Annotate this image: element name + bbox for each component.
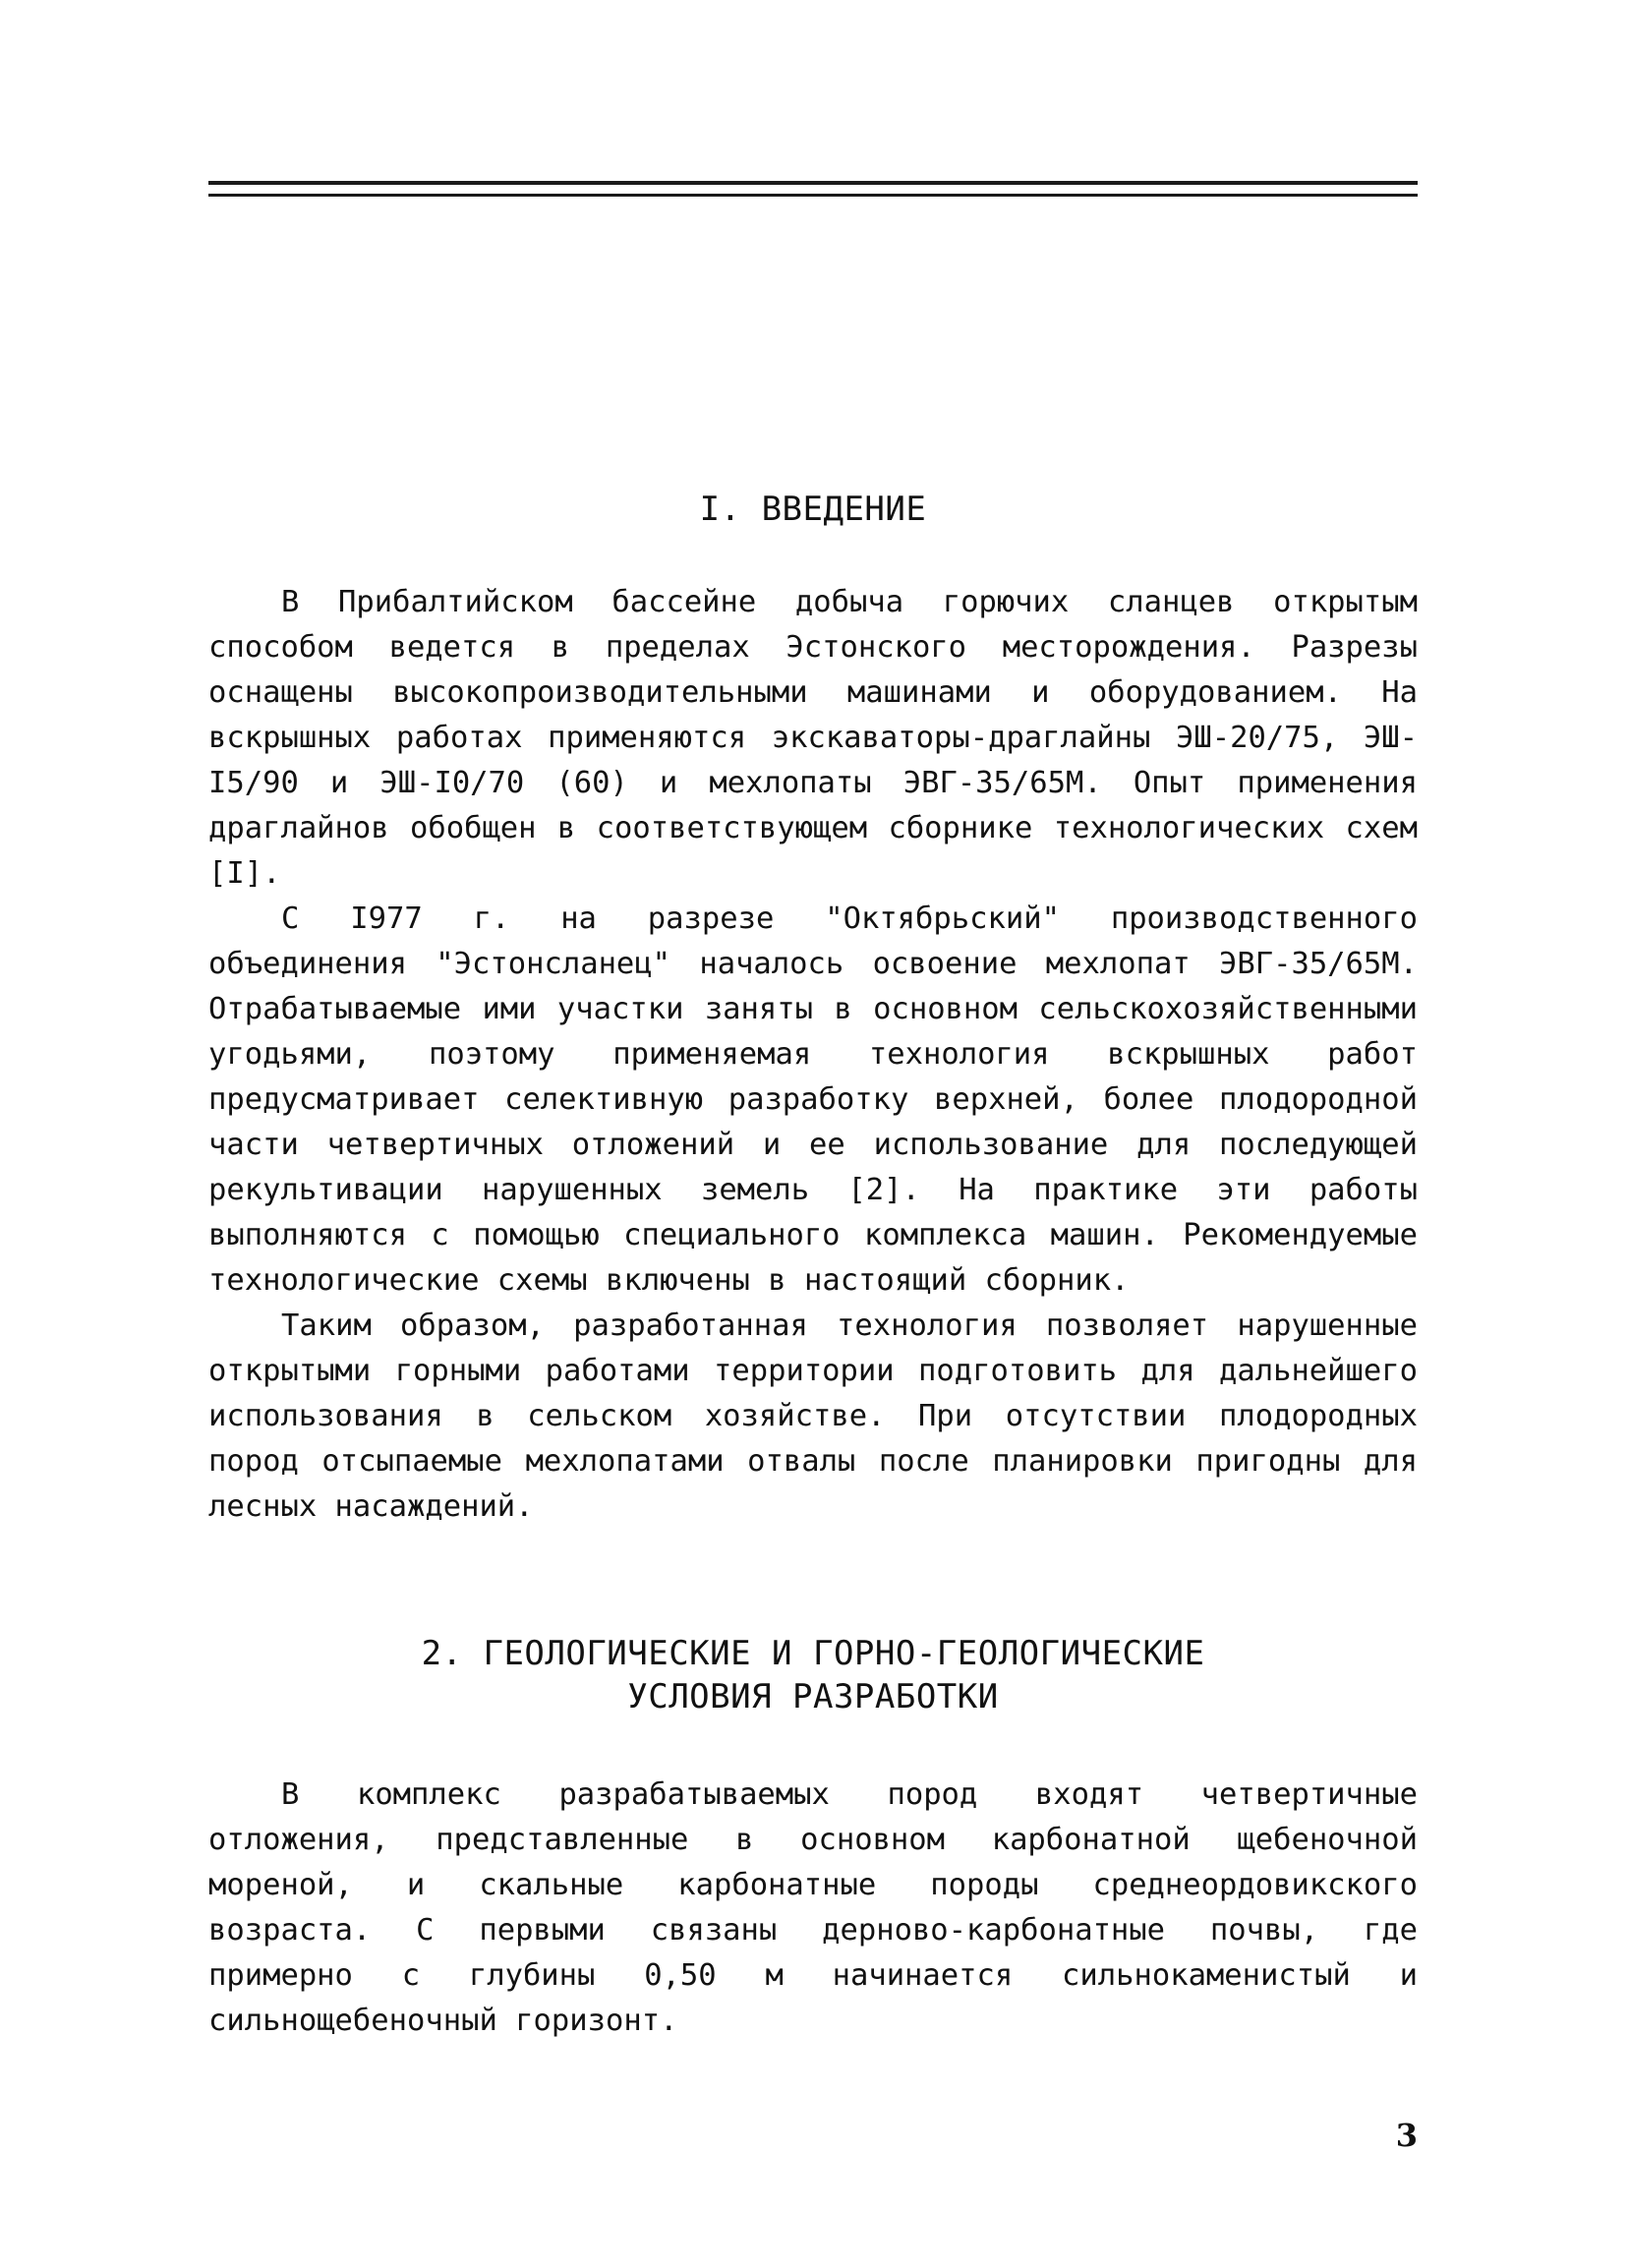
section-1-body <box>208 580 1418 1530</box>
section-2-title <box>208 1632 1418 1718</box>
section-1-paragraph-3: Таким образом, разработанная технология позволяет нарушенные открытыми горными работами территории подготовить для дальнейшего использования в сельском хозяйстве. При отсутствии плодородных пород отсыпаемые мехлопатами отвалы после планировки пригодны для лесных насаждений. <box>208 1308 1418 1524</box>
page-number: 3 <box>1395 2117 1418 2154</box>
section-2-body <box>208 1773 1418 2044</box>
section-2-title-line-2: УСЛОВИЯ РАЗРАБОТКИ <box>627 1677 999 1716</box>
section-2-paragraph-1: В комплекс разрабатываемых пород входят четвертичные отложения, представленные в основном карбонатной щебеночной мореной, и скальные карбонатные породы среднеордовикского возраста. С первыми связаны дерново-карбонатные почвы, где примерно с глубины 0,50 м начинается сильнокаменистый и сильнощебеночный горизонт. <box>208 1777 1418 2038</box>
section-1-paragraph-2: С I977 г. на разрезе "Октябрьский" производственного объединения "Эстонсланец" началось освоение мехлопат ЭВГ-35/65М. Отрабатываемые ими участки заняты в основном сельскохозяйственными угодьями, поэтому применяемая технология вскрышных работ предусматривает селективную разработку верхней, более плодородной части четвертичных отложений и ее использование для последующей рекультивации нарушенных земель [2]. На практике эти работы выполняются с помощью специального комплекса машин. Рекомендуемые технологические схемы включены в настоящий сборник. <box>208 901 1418 1298</box>
section-1-title: I. ВВЕДЕНИЕ <box>699 490 927 529</box>
top-rule <box>208 181 1418 185</box>
section-1-paragraph-1: В Прибалтийском бассейне добыча горючих сланцев открытым способом ведется в пределах Эстонского месторождения. Разрезы оснащены высокопроизводительными машинами и оборудованием. На вскрышных работах применяются экскаваторы-драглайны ЭШ-20/75, ЭШ-I5/90 и ЭШ-I0/70 (60) и мехлопаты ЭВГ-35/65М. Опыт применения драглайнов обобщен в соответствующем сборнике технологических схем [I]. <box>208 585 1418 891</box>
section-2-title-line-1: 2. ГЕОЛОГИЧЕСКИЕ И ГОРНО-ГЕОЛОГИЧЕСКИЕ <box>421 1634 1205 1673</box>
top-rule-secondary <box>208 194 1418 197</box>
